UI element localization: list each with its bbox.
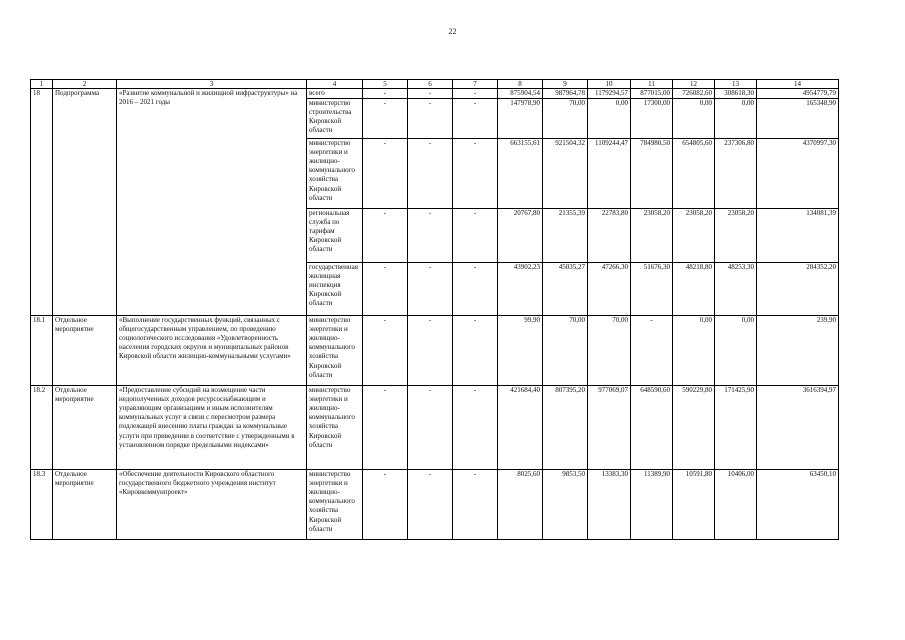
program-table [30,79,839,540]
row-number: 18.1 [31,316,53,386]
cell-value: 23058,20 [673,209,715,263]
cell-value: 1109244,47 [588,139,631,209]
cell-value: 11389,90 [631,470,673,540]
cell-value: 17300,00 [631,99,673,139]
row-name: «Обеспечение деятельности Кировского областного государственного бюджетного учреждения институт «Кировкоммунпроект» [117,470,307,540]
cell-value: - [363,139,408,209]
cell-value: 726082,60 [673,89,715,99]
cell-value: 51676,30 [631,263,673,316]
cell-value: - [408,89,453,99]
cell-value: - [453,209,498,263]
col-number: 1 [31,80,53,89]
executor: министерство строительства Кировской области [307,99,363,139]
cell-value: - [408,139,453,209]
cell-value: - [453,89,498,99]
cell-value: 0,00 [673,316,715,386]
cell-value: 134081,39 [757,209,839,263]
cell-value: - [453,386,498,470]
cell-value: 70,00 [543,99,588,139]
row-name: «Выполнение государственных функций, связанных с общегосударственным управлением, по проведению социологического исследования «Удовлетворенность населения городских округов и муниципальных районов Кировской области жилищно-коммунальными услугами» [117,316,307,386]
cell-value: 784980,50 [631,139,673,209]
column-number-row [31,80,839,89]
row-number: 18 [31,89,53,316]
cell-value: 23058,20 [715,209,757,263]
cell-value: 13383,30 [588,470,631,540]
cell-value: - [363,470,408,540]
cell-value: 10591,80 [673,470,715,540]
table-row [31,316,839,386]
cell-value: 421684,40 [498,386,543,470]
cell-value: 875904,54 [498,89,543,99]
col-number: 8 [498,80,543,89]
executor: министерство энергетики и жилищно-коммунального хозяйства Кировской области [307,386,363,470]
cell-value: - [408,470,453,540]
executor: региональная служба по тарифам Кировской области [307,209,363,263]
row-number: 18.2 [31,386,53,470]
col-number: 11 [631,80,673,89]
table-row [31,89,839,99]
cell-value: 147978,90 [498,99,543,139]
executor: министерство энергетики и жилищно-коммунального хозяйства Кировской области [307,139,363,209]
cell-value: 1179294,57 [588,89,631,99]
cell-value: - [408,263,453,316]
cell-value: - [631,316,673,386]
cell-value: 590229,80 [673,386,715,470]
cell-value: 9853,50 [543,470,588,540]
table-row [31,386,839,470]
cell-value: 48218,80 [673,263,715,316]
executor: государственная жилищная инспекция Кировской области [307,263,363,316]
cell-value: - [363,386,408,470]
cell-value: 63450,10 [757,470,839,540]
cell-value: 807395,20 [543,386,588,470]
cell-value: 3616394,97 [757,386,839,470]
table-row [31,470,839,540]
cell-value: 43902,23 [498,263,543,316]
cell-value: 0,00 [588,99,631,139]
cell-value: 20767,80 [498,209,543,263]
row-number: 18.3 [31,470,53,540]
cell-value: - [363,263,408,316]
cell-value: 21355,39 [543,209,588,263]
cell-value: 10406,00 [715,470,757,540]
col-number: 13 [715,80,757,89]
col-number: 7 [453,80,498,89]
cell-value: 70,00 [588,316,631,386]
cell-value: 987964,78 [543,89,588,99]
cell-value: 22783,80 [588,209,631,263]
cell-value: 977069,07 [588,386,631,470]
cell-value: 648590,60 [631,386,673,470]
col-number: 14 [757,80,839,89]
cell-value: - [363,209,408,263]
cell-value: - [453,470,498,540]
cell-value: 0,00 [673,99,715,139]
executor: министерство энергетики и жилищно-коммунального хозяйства Кировской области [307,470,363,540]
col-number: 3 [117,80,307,89]
page-number: 22 [448,27,457,36]
cell-value: - [408,99,453,139]
cell-value: 654805,60 [673,139,715,209]
cell-value: 47266,30 [588,263,631,316]
cell-value: 308618,30 [715,89,757,99]
cell-value: - [453,263,498,316]
cell-value: 239,90 [757,316,839,386]
cell-value: - [408,209,453,263]
cell-value: 165348,90 [757,99,839,139]
cell-value: 0,00 [715,316,757,386]
cell-value: - [408,316,453,386]
cell-value: 284352,20 [757,263,839,316]
cell-value: 48253,30 [715,263,757,316]
cell-value: - [408,386,453,470]
row-name: «Развитие коммунальной и жилищной инфраструктуры» на 2016 – 2021 годы [117,89,307,316]
cell-value: 4954779,79 [757,89,839,99]
row-name: «Предоставление субсидий на возмещение части недополученных доходов ресурсоснабжающим и управляющим организациям и иным исполнителям коммунальных услуг в связи с пересмотром размера подлежащей внесению платы граждан за коммунальные услуги при приведении в соответствие с утвержденными в установленном порядке предельными индексами» [117,386,307,470]
cell-value: 4370997,30 [757,139,839,209]
cell-value: 45035,27 [543,263,588,316]
cell-value: 877015,00 [631,89,673,99]
cell-value: 99,90 [498,316,543,386]
cell-value: - [453,316,498,386]
cell-value: 171425,90 [715,386,757,470]
row-type: Отдельное мероприятие [53,470,117,540]
cell-value: 663155,61 [498,139,543,209]
cell-value: 8025,60 [498,470,543,540]
cell-value: - [453,99,498,139]
cell-value: - [363,99,408,139]
executor: министерство энергетики и жилищно-коммунального хозяйства Кировской области [307,316,363,386]
col-number: 10 [588,80,631,89]
col-number: 5 [363,80,408,89]
row-type: Подпрограмма [53,89,117,316]
cell-value: 0,00 [715,99,757,139]
col-number: 2 [53,80,117,89]
row-type: Отдельное мероприятие [53,386,117,470]
cell-value: - [363,89,408,99]
cell-value: - [363,316,408,386]
cell-value: 70,00 [543,316,588,386]
col-number: 12 [673,80,715,89]
col-number: 9 [543,80,588,89]
cell-value: 23058,20 [631,209,673,263]
row-type: Отдельное мероприятие [53,316,117,386]
col-number: 6 [408,80,453,89]
executor: всего [307,89,363,99]
cell-value: 921504,32 [543,139,588,209]
col-number: 4 [307,80,363,89]
cell-value: - [453,139,498,209]
cell-value: 237306,80 [715,139,757,209]
